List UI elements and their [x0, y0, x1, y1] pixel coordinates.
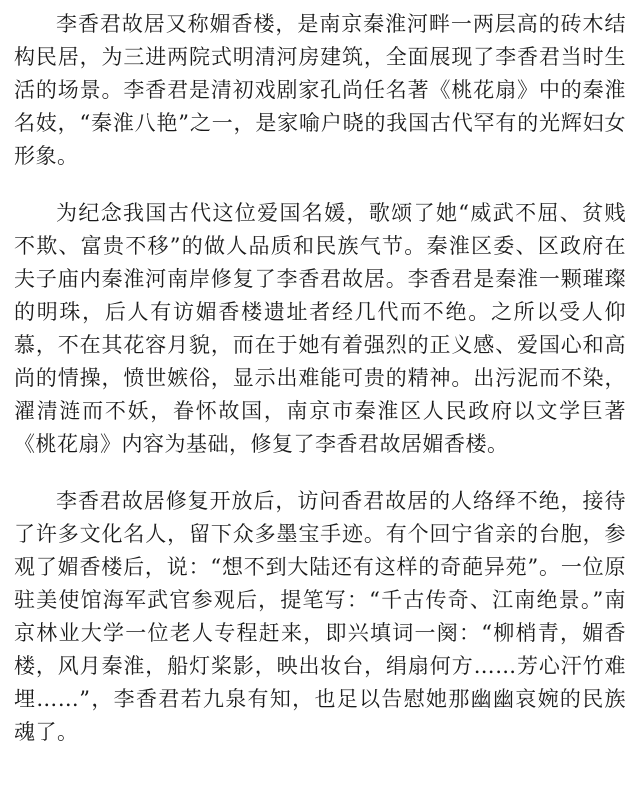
paragraph-3: 李香君故居修复开放后，访问香君故居的人络绎不绝，接待了许多文化名人，留下众多墨宝手迹。有个回宁省亲的台胞，参观了媚香楼后，说：“想不到大陆还有这样的奇葩异苑”。一位原驻美使馆海军武官参观后，提笔写：“千古传奇、江南绝景。”南京林业大学一位老人专程赶来，即兴填词一阕：“柳梢青，媚香楼，风月秦淮，船灯桨影，映出妆台，绢扇何方……芳心汗竹难埋……”，李香君若九泉有知，也足以告慰她那幽幽哀婉的民族魂了。	[14, 489, 626, 744]
paragraph-2: 为纪念我国古代这位爱国名媛，歌颂了她“威武不屈、贫贱不欺、富贵不移”的做人品质和民族气节。秦淮区委、区政府在夫子庙内秦淮河南岸修复了李香君故居。李香君是秦淮一颗璀璨的明珠，后人有访媚香楼遗址者经几代而不绝。之所以受人仰慕，不在其花容月貌，而在于她有着强烈的正义感、爱国心和高尚的情操，愤世嫉俗，显示出难能可贵的精神。出污泥而不染，濯清涟而不妖，眷怀故国，南京市秦淮区人民政府以文学巨著《桃花扇》内容为基础，修复了李香君故居媚香楼。	[14, 201, 626, 456]
paragraph-1: 李香君故居又称媚香楼，是南京秦淮河畔一两层高的砖木结构民居，为三进两院式明清河房建筑，全面展现了李香君当时生活的场景。李香君是清初戏剧家孔尚任名著《桃花扇》中的秦淮名妓，“秦淮八艳”之一，是家喻户晓的我国古代罕有的光辉妇女形象。	[14, 12, 626, 168]
